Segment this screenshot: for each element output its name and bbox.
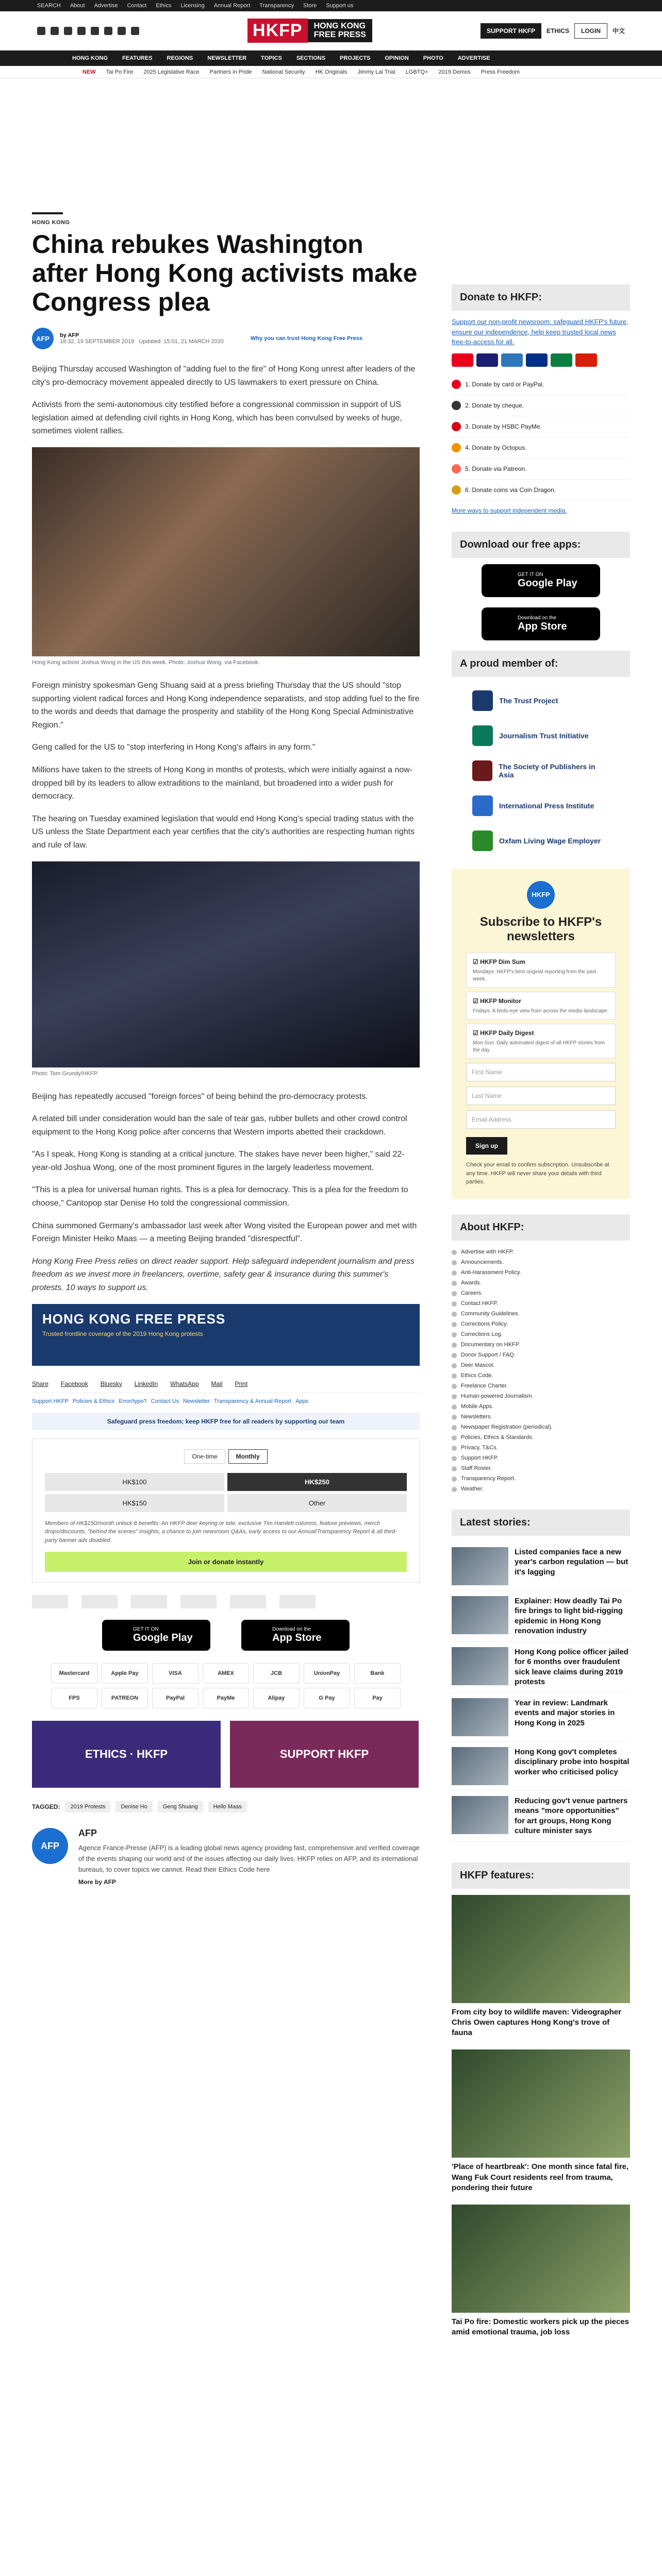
latest-story[interactable]: [452, 1742, 630, 1791]
story-title[interactable]: Hong Kong gov't completes disciplinary probe into hospital worker who criticised policy: [515, 1747, 630, 1776]
story-thumbnail: [452, 1547, 508, 1585]
payment-icon: PayPal: [152, 1688, 198, 1708]
partner-logos: [32, 1595, 420, 1608]
about-link[interactable]: Ethics Code.: [452, 1370, 630, 1381]
trust-link[interactable]: Why you can trust Hong Kong Free Press: [250, 335, 362, 342]
card-icons: [452, 353, 630, 367]
topbar-link[interactable]: Advertise: [94, 3, 118, 9]
article-paragraph: Millions have taken to the streets of Hong Kong in months of protests, which were initially against a now-dropped bill by its leaders to allow extraditions to the mainland, but broadened into a wider push for democracy.: [32, 765, 413, 801]
newsletter-name: ☑ HKFP Dim Sum: [473, 958, 525, 966]
article-paragraph: Activists from the semi-autonomous city testified before a congressional commission in support of US legislation aimed at defending civil rights in Hong Kong, which has been convulsed by weeks of huge, sometimes violent rallies.: [32, 400, 402, 436]
about-link[interactable]: Human-powered Journalism.: [452, 1391, 630, 1401]
article-paragraph: Beijing has repeatedly accused "foreign forces" of being behind the pro-democracy protests.: [32, 1092, 368, 1101]
payment-icon: Apple Pay: [102, 1663, 148, 1684]
member-logo[interactable]: [452, 753, 630, 788]
newsletter-option[interactable]: [466, 992, 616, 1020]
payment-icon: Pay: [354, 1688, 401, 1708]
sub-nav-item[interactable]: 2025 Legislative Race: [143, 69, 200, 75]
donate-option-label: 3. Donate by HSBC PayMe.: [465, 422, 542, 430]
more-by-author-link[interactable]: More by AFP: [78, 1878, 116, 1886]
social-icons: [37, 27, 139, 35]
topbar-link[interactable]: Contact: [127, 3, 147, 9]
footer-link[interactable]: Policies & Ethics: [72, 1398, 115, 1404]
about-list: [452, 1247, 630, 1494]
donate-option-label: 1. Donate by card or PayPal.: [465, 380, 544, 388]
feature-title[interactable]: 'Place of heartbreak': One month since fatal fire, Wang Fuk Court residents reel from trauma, pondering their future: [452, 2162, 629, 2192]
donate-option[interactable]: [452, 480, 630, 501]
feature-story[interactable]: [452, 2049, 630, 2193]
story-thumbnail: [452, 1698, 508, 1736]
donate-option-icon: [452, 464, 461, 473]
donate-text: [452, 317, 630, 347]
support-promo[interactable]: SUPPORT HKFP: [230, 1721, 419, 1788]
about-link[interactable]: Advertise with HKFP.: [452, 1247, 630, 1257]
about-link[interactable]: Newsletters.: [452, 1412, 630, 1422]
share-link[interactable]: Bluesky: [100, 1380, 122, 1387]
topbar-link[interactable]: Support us: [326, 3, 354, 9]
about-link[interactable]: Freelance Charter.: [452, 1381, 630, 1391]
footer-link[interactable]: Apps: [295, 1398, 309, 1404]
payment-icon: PATREON: [102, 1688, 148, 1708]
tag-pill[interactable]: 2019 Protests: [65, 1801, 110, 1812]
donate-option-label: 6. Donate coins via Coin Dragon.: [465, 486, 556, 494]
jcb-icon: [551, 353, 572, 367]
linkedin-icon[interactable]: [104, 27, 112, 35]
main-nav-item[interactable]: PHOTO: [423, 55, 443, 61]
tag-pill[interactable]: Geng Shuang: [158, 1801, 203, 1812]
rss-icon[interactable]: [131, 27, 139, 35]
more-ways-link[interactable]: More ways to support independent media.: [452, 506, 567, 514]
latest-story[interactable]: [452, 1542, 630, 1591]
donate-option-label: 5. Donate via Patreon.: [465, 465, 527, 472]
youtube-icon[interactable]: [91, 27, 99, 35]
footer-link[interactable]: Newsletter: [183, 1398, 210, 1404]
article-paragraph: "As I speak, Hong Kong is standing at a critical juncture. The stakes have never been higher," said 22-year-old Joshua Wong, one of the most prominent figures in the largely leaderless movement.: [32, 1150, 405, 1172]
payment-icon: Mastercard: [51, 1663, 97, 1684]
ethics-promo[interactable]: ETHICS · HKFP: [32, 1721, 221, 1788]
author-box-avatar[interactable]: AFP: [32, 1828, 68, 1864]
about-link[interactable]: Privacy, T&Cs.: [452, 1443, 630, 1453]
share-bar: [32, 1375, 420, 1393]
sidebar-app-store[interactable]: Download on the App Store: [482, 607, 600, 640]
member-logo[interactable]: [452, 718, 630, 753]
member-name: The Society of Publishers in Asia: [499, 762, 595, 779]
about-link[interactable]: Contact HKFP.: [452, 1298, 630, 1309]
latest-story[interactable]: [452, 1693, 630, 1742]
newsletter-desc: Fridays: A birds-eye view from across the media landscape.: [473, 1008, 609, 1014]
share-link[interactable]: LinkedIn: [134, 1380, 158, 1387]
promo-tiles: [32, 1721, 420, 1788]
newsletter-desc: Mon-Sun: Daily automated digest of all HKFP stories from the day.: [473, 1040, 605, 1054]
store-badges: [32, 1620, 420, 1651]
article-footer-links: [32, 1398, 420, 1404]
chinese-link[interactable]: 中文: [612, 27, 625, 35]
main-nav-item[interactable]: SECTIONS: [296, 55, 326, 61]
topbar-link[interactable]: Annual Report: [213, 3, 251, 9]
threads-icon[interactable]: [77, 27, 86, 35]
footer-link[interactable]: Contact Us: [151, 1398, 179, 1404]
tag-pill[interactable]: Denise Ho: [115, 1801, 152, 1812]
member-logo-mark: [472, 690, 493, 711]
updated-date: Updated: 15:01, 21 MARCH 2020: [139, 338, 224, 345]
login-button[interactable]: LOGIN: [574, 23, 607, 39]
member-name: Journalism Trust Initiative: [499, 731, 589, 740]
about-link[interactable]: Community Guidelines.: [452, 1309, 630, 1319]
brand-row: [0, 11, 662, 50]
facebook-icon[interactable]: [37, 27, 45, 35]
footer-link[interactable]: Error/typo?: [119, 1398, 147, 1404]
app-store-badge[interactable]: Download on the App Store: [241, 1620, 350, 1651]
amount-250[interactable]: HK$250: [227, 1473, 407, 1491]
about-link[interactable]: Documentary on HKFP.: [452, 1340, 630, 1350]
main-nav-item[interactable]: OPINION: [385, 55, 409, 61]
apps-heading: Download our free apps:: [452, 532, 630, 558]
feature-story[interactable]: [452, 2205, 630, 2338]
share-link[interactable]: Share: [32, 1380, 49, 1387]
partner-logo: [279, 1595, 316, 1608]
article-photo-1: [32, 447, 420, 656]
article-paragraph: Beijing Thursday accused Washington of "adding fuel to the fire" of Hong Kong unrest after leaders of the city's pro-democracy movement appealed directly to US lawmakers to exert pressure on China.: [32, 365, 416, 387]
donate-option[interactable]: [452, 416, 630, 437]
feature-story[interactable]: [452, 1895, 630, 2039]
newsletter-option[interactable]: [466, 1024, 616, 1059]
donate-option[interactable]: [452, 459, 630, 480]
partner-logo: [32, 1595, 68, 1608]
member-logo[interactable]: [452, 823, 630, 858]
about-link[interactable]: Staff Roster.: [452, 1463, 630, 1473]
article-paragraph: "This is a plea for universal human rights. This is a plea for democracy. This is a plea for the freedom to choose," Cantopop star Denise Ho told the congressional commission.: [32, 1185, 408, 1208]
sidebar: [452, 284, 630, 2349]
feature-image: [452, 2049, 630, 2158]
topbar-link[interactable]: Transparency: [259, 3, 294, 9]
new-badge: NEW: [82, 69, 96, 75]
payment-icon: FPS: [51, 1688, 97, 1708]
story-title[interactable]: Reducing gov't venue partners means "more opportunities" for art groups, Hong Kong culture minister says: [515, 1796, 628, 1836]
partner-logo: [180, 1595, 217, 1608]
last-name-input[interactable]: Last Name: [466, 1087, 616, 1105]
donate-heading: Donate to HKFP:: [452, 284, 630, 311]
donate-option-icon: [452, 485, 461, 495]
publish-date: 18:32, 19 SEPTEMBER 2019: [60, 338, 135, 345]
payment-methods: [32, 1663, 420, 1708]
partner-logo: [81, 1595, 118, 1608]
payment-icon: G Pay: [304, 1688, 350, 1708]
sub-nav-item[interactable]: Jimmy Lai Trial: [357, 69, 395, 75]
newsletter-desc: Mondays: HKFP's best original reporting from the past week.: [473, 969, 597, 982]
member-logo[interactable]: [452, 788, 630, 823]
about-link[interactable]: Weather.: [452, 1484, 630, 1494]
topbar-link[interactable]: About: [70, 3, 85, 9]
paypal-icon: [526, 353, 548, 367]
donate-option-label: 2. Donate by cheque.: [465, 401, 524, 409]
latest-story[interactable]: [452, 1591, 630, 1642]
visa-icon: [476, 353, 498, 367]
story-title[interactable]: Year in review: Landmark events and major stories in Hong Kong in 2025: [515, 1698, 615, 1727]
donate-option[interactable]: [452, 374, 630, 395]
article-kicker[interactable]: HONG KONG: [32, 219, 70, 226]
member-logo-mark: [472, 725, 493, 746]
donate-option-icon: [452, 422, 461, 431]
member-logo-mark: [472, 831, 493, 851]
first-name-input[interactable]: First Name: [466, 1063, 616, 1081]
about-link[interactable]: Donor Support / FAQ.: [452, 1350, 630, 1360]
google-play-badge[interactable]: GET IT ON Google Play: [102, 1620, 210, 1651]
support-note: Hong Kong Free Press relies on direct reader support. Help safeguard independent journalism and press freedom as we invest more in freelancers, overtime, safety gear & insurance during this summer's protests. 10 ways to support us.: [32, 1257, 415, 1293]
payment-icon: Alipay: [253, 1688, 300, 1708]
about-link[interactable]: Support HKFP.: [452, 1453, 630, 1463]
share-link[interactable]: WhatsApp: [170, 1380, 199, 1387]
photo-caption-1: Hong Kong activist Joshua Wong in the US this week. Photo: Joshua Wong, via Facebook.: [32, 659, 260, 666]
share-link[interactable]: Mail: [211, 1380, 223, 1387]
donate-option-icon: [452, 380, 461, 389]
hkfp-banner[interactable]: [32, 1304, 420, 1366]
member-name: Oxfam Living Wage Employer: [499, 836, 601, 845]
author-name[interactable]: by AFP: [60, 332, 79, 338]
sub-nav-item[interactable]: 2019 Demos: [438, 69, 471, 75]
sidebar-google-play[interactable]: GET IT ON Google Play: [482, 564, 600, 597]
features-heading: HKFP features:: [452, 1862, 630, 1889]
main-nav-item[interactable]: HONG KONG: [72, 55, 108, 61]
about-link[interactable]: Transparency Report.: [452, 1473, 630, 1484]
latest-heading: Latest stories:: [452, 1510, 630, 1536]
about-link[interactable]: Careers.: [452, 1288, 630, 1298]
newsletter-heading: Subscribe to HKFP's newsletters: [479, 914, 602, 944]
payment-icon: UnionPay: [304, 1663, 350, 1684]
partner-logo: [131, 1595, 167, 1608]
sub-nav-item[interactable]: LGBTQ+: [405, 69, 428, 75]
article-paragraph: Geng called for the US to "stop interfering in Hong Kong's affairs in any form.": [32, 743, 316, 752]
amount-100[interactable]: HK$100: [45, 1473, 224, 1491]
mastercard-icon: [452, 353, 473, 367]
main-nav-item[interactable]: FEATURES: [122, 55, 153, 61]
signup-button[interactable]: Sign up: [466, 1137, 507, 1155]
member-name: The Trust Project: [499, 696, 558, 705]
feature-image: [452, 2205, 630, 2313]
member-logo-mark: [472, 795, 493, 816]
x-icon[interactable]: [51, 27, 59, 35]
author-box: [32, 1828, 420, 1885]
top-utility-bar: [0, 0, 662, 11]
payment-icon: Bank: [354, 1663, 401, 1684]
sub-nav: [0, 66, 662, 78]
main-nav-item[interactable]: ADVERTISE: [457, 55, 490, 61]
donate-box: [32, 1438, 420, 1583]
story-title[interactable]: Hong Kong police officer jailed for 6 months over fraudulent sick leave claims during 2019 protests: [515, 1647, 628, 1687]
logo-text: HONG KONG FREE PRESS: [308, 19, 372, 43]
donate-options: [452, 374, 630, 501]
article-paragraph: China summoned Germany's ambassador last week after Wong visited the European power and met with Foreign Minister Heiko Maas — a meeting Beijing branded "disrespectful".: [32, 1221, 417, 1244]
sub-nav-item[interactable]: National Security: [262, 69, 305, 75]
donate-option[interactable]: [452, 437, 630, 459]
sub-nav-item[interactable]: HK Originals: [315, 69, 347, 75]
share-link[interactable]: Facebook: [61, 1380, 88, 1387]
newsletter-option[interactable]: [466, 953, 616, 988]
story-thumbnail: [452, 1596, 508, 1634]
about-link[interactable]: Corrections Log.: [452, 1329, 630, 1340]
sub-nav-item[interactable]: Partners in Pride: [209, 69, 252, 75]
unionpay-icon: [575, 353, 597, 367]
about-link[interactable]: Deer Mascot.: [452, 1360, 630, 1370]
main-nav-item[interactable]: NEWSLETTER: [207, 55, 247, 61]
article-paragraph: Foreign ministry spokesman Geng Shuang said at a press briefing Thursday that the US should "stop supporting violent radical forces and Hong Kong independence separatists, and stop adding fuel to the fire to the words and deeds that damage the prosperity and stability of the Hong Kong Special Administrative Region.": [32, 681, 420, 730]
byline: [32, 328, 420, 349]
kicker-rule: [32, 212, 63, 214]
member-logo[interactable]: [452, 683, 630, 718]
payment-icon: AMEX: [203, 1663, 249, 1684]
about-link[interactable]: Awards.: [452, 1278, 630, 1288]
newsletter-name: ☑ HKFP Daily Digest: [473, 1029, 534, 1037]
ethics-link[interactable]: ETHICS: [546, 27, 569, 35]
story-title[interactable]: Listed companies face a new year's carbon regulation — but it's lagging: [515, 1547, 628, 1577]
main-nav: [0, 50, 662, 66]
article-tags: [32, 1801, 420, 1812]
safeguard-banner[interactable]: Safeguard press freedom; keep HKFP free for all readers by supporting our team: [32, 1413, 420, 1430]
main-nav-item[interactable]: REGIONS: [167, 55, 193, 61]
tags-label: TAGGED:: [32, 1803, 60, 1811]
donate-text-link[interactable]: Support our non-profit newsroom: safeguard HKFP's future, ensure our independence, help keep trusted local news free-to-access for all.: [452, 318, 628, 346]
amount-other[interactable]: Other: [227, 1494, 407, 1512]
email-input[interactable]: Email Address: [466, 1110, 616, 1129]
article-paragraph: The hearing on Tuesday examined legislation that would end Hong Kong's special trading status with the US unless the State Department each year certifies that the city's authorities are respecting human rights and rule of law.: [32, 814, 415, 850]
member-logo-mark: [472, 760, 492, 781]
amount-150[interactable]: HK$150: [45, 1494, 224, 1512]
freq-one-time[interactable]: One-time: [184, 1449, 225, 1464]
donate-option-icon: [452, 443, 461, 452]
article-photo-2: [32, 861, 420, 1067]
member-name: International Press Institute: [499, 801, 594, 810]
support-button[interactable]: SUPPORT HKFP: [481, 23, 541, 39]
photo-caption-2: Photo: Tom Grundy/HKFP.: [32, 1070, 98, 1077]
about-link[interactable]: Announcements.: [452, 1257, 630, 1267]
about-link[interactable]: Newspaper Registration (periodical).: [452, 1422, 630, 1432]
donate-note: Members of HK$150/month unlock 8 benefits: An HKFP deer keyring or tote, exclusive Tim Hamlett columns, feature previews, merch drops/discounts, "behind the scenes" insights, a chance to join newsroom Q&As, early access to our Annual/Transparency Report & all third-party banner ads disabled.: [45, 1520, 397, 1544]
author-box-name[interactable]: AFP: [78, 1828, 97, 1839]
donate-option-label: 4. Donate by Octopus.: [465, 444, 527, 451]
about-link[interactable]: Anti-Harassment Policy.: [452, 1267, 630, 1278]
sub-nav-item[interactable]: Press Freedom: [481, 69, 520, 75]
feature-title[interactable]: From city boy to wildlife maven: Videographer Chris Owen captures Hong Kong's trove of fauna: [452, 2007, 621, 2038]
amex-icon: [501, 353, 523, 367]
main-nav-item[interactable]: PROJECTS: [340, 55, 371, 61]
feature-title[interactable]: Tai Po fire: Domestic workers pick up the pieces amid emotional trauma, job loss: [452, 2317, 629, 2337]
about-link[interactable]: Mobile Apps.: [452, 1401, 630, 1412]
telegram-icon[interactable]: [118, 27, 126, 35]
payment-icon: JCB: [253, 1663, 300, 1684]
instagram-icon[interactable]: [64, 27, 72, 35]
payment-icon: PayMe: [203, 1688, 249, 1708]
about-link[interactable]: Policies, Ethics & Standards.: [452, 1432, 630, 1443]
story-title[interactable]: Explainer: How deadly Tai Po fire brings to light bid-rigging epidemic in Hong Kong renovation industry: [515, 1596, 623, 1636]
partner-logo: [230, 1595, 266, 1608]
topbar-link[interactable]: SEARCH: [37, 3, 61, 9]
join-button[interactable]: Join or donate instantly: [45, 1552, 407, 1572]
freq-monthly[interactable]: Monthly: [228, 1449, 268, 1464]
payment-icon: VISA: [152, 1663, 198, 1684]
logo-mark: HKFP: [247, 19, 308, 43]
main-nav-item[interactable]: TOPICS: [261, 55, 282, 61]
topbar-link[interactable]: Ethics: [156, 3, 172, 9]
footer-link[interactable]: Support HKFP: [32, 1398, 69, 1404]
about-link[interactable]: Corrections Policy.: [452, 1319, 630, 1329]
newsletter-box: [452, 869, 630, 1199]
site-logo[interactable]: [247, 19, 372, 43]
newsletter-name: ☑ HKFP Monitor: [473, 997, 521, 1005]
topbar-link[interactable]: Store: [303, 3, 317, 9]
about-heading: About HKFP:: [452, 1214, 630, 1241]
story-thumbnail: [452, 1647, 508, 1685]
newsletter-fine-print: Check your email to confirm subscription. Unsubscribe at any time. HKFP will never share your details with third parties.: [466, 1162, 609, 1185]
story-thumbnail: [452, 1796, 508, 1834]
author-bio: Agence France-Presse (AFP) is a leading global news agency providing fast, comprehensive and verified coverage of the events shaping our world and of the issues affecting our daily lives. HKFP relies on AFP, and its international bureaus, to cover topics we cannot. Read their Ethics Code here: [78, 1844, 420, 1873]
share-link[interactable]: Print: [235, 1380, 248, 1387]
donate-option[interactable]: [452, 395, 630, 416]
hkfp-badge: HKFP: [527, 881, 555, 909]
feature-image: [452, 1895, 630, 2003]
banner-subtitle: Trusted frontline coverage of the 2019 Hong Kong protests: [42, 1330, 203, 1337]
article-title: China rebukes Washington after Hong Kong activists make Congress plea: [32, 230, 418, 316]
topbar-link[interactable]: Licensing: [180, 3, 205, 9]
tag-pill[interactable]: Hello Maas: [208, 1801, 247, 1812]
latest-story[interactable]: [452, 1791, 630, 1842]
banner-title: HONG KONG FREE PRESS: [42, 1311, 226, 1327]
story-thumbnail: [452, 1747, 508, 1785]
footer-link[interactable]: Transparency & Annual Report: [214, 1398, 292, 1404]
article: [32, 212, 420, 1886]
author-avatar[interactable]: AFP: [32, 328, 54, 349]
sub-nav-item[interactable]: Tai Po Fire: [106, 69, 134, 75]
member-heading: A proud member of:: [452, 651, 630, 677]
article-paragraph: A related bill under consideration would ban the sale of tear gas, rubber bullets and other crowd control equipment to the Hong Kong police after concerns that Western imports abetted their crackdown.: [32, 1114, 407, 1137]
latest-story[interactable]: [452, 1642, 630, 1693]
donate-option-icon: [452, 401, 461, 410]
